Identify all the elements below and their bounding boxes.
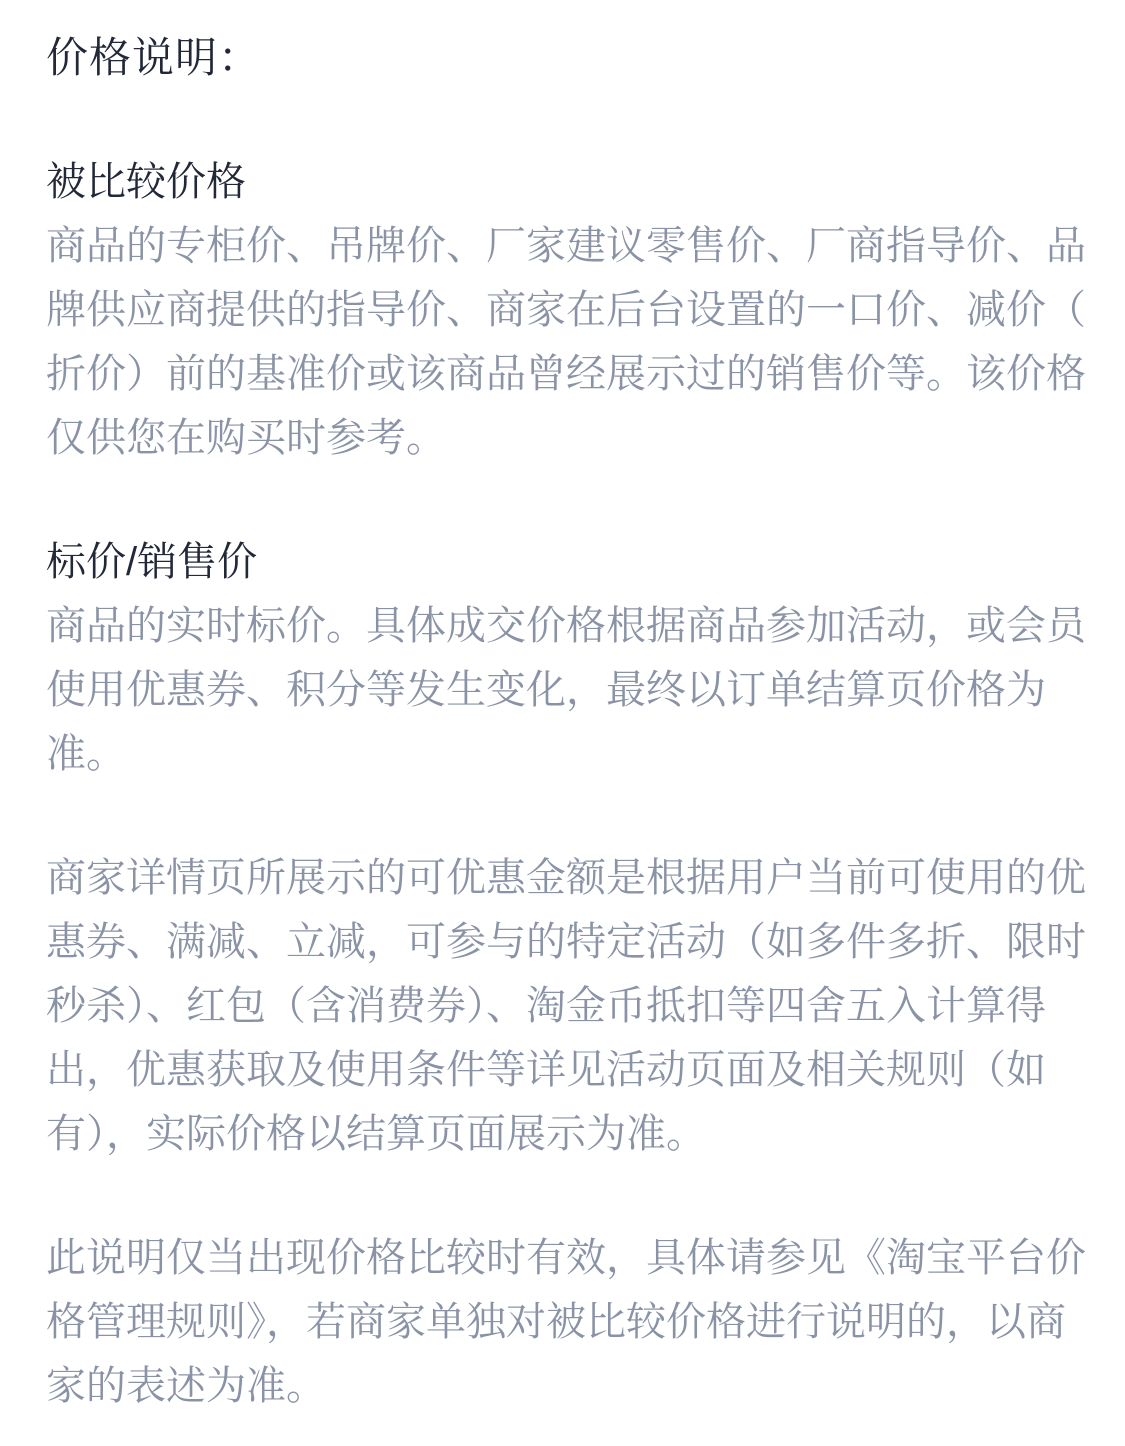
compared-price-heading: 被比较价格 — [46, 160, 246, 204]
applicability-note-paragraph: 此说明仅当出现价格比较时有效，具体请参见《淘宝平台价 格管理规则》，若商家单独对被比较价格进行说明的，以商 家的表述为准。 — [46, 1236, 1086, 1408]
section-list-price — [46, 530, 1087, 786]
list-price-paragraph: 商品的实时标价。具体成交价格根据商品参加活动，或会员 使用优惠券、积分等发生变化，最终以订单结算页价格为 准。 — [46, 604, 1086, 776]
section-applicability-note — [46, 1226, 1087, 1418]
list-price-heading: 标价/销售价 — [46, 540, 258, 584]
discount-calculation-paragraph: 商家详情页所展示的可优惠金额是根据用户当前可使用的优 惠券、满减、立减，可参与的特定活动（如多件多折、限时 秒杀）、红包（含消费券）、淘金币抵扣等四舍五入计算得 出，优惠获取及使用条件等详见活动页面及相关规则（如 有），实际价格以结算页面展示为准。 — [46, 856, 1086, 1156]
section-discount-calculation — [46, 846, 1087, 1166]
page-title: 价格说明： — [46, 34, 262, 81]
section-compared-price — [46, 150, 1087, 470]
compared-price-paragraph: 商品的专柜价、吊牌价、厂家建议零售价、厂商指导价、品 牌供应商提供的指导价、商家在后台设置的一口价、减价（ 折价）前的基准价或该商品曾经展示过的销售价等。该价格 仅供您在购买时参考。 — [46, 224, 1086, 460]
